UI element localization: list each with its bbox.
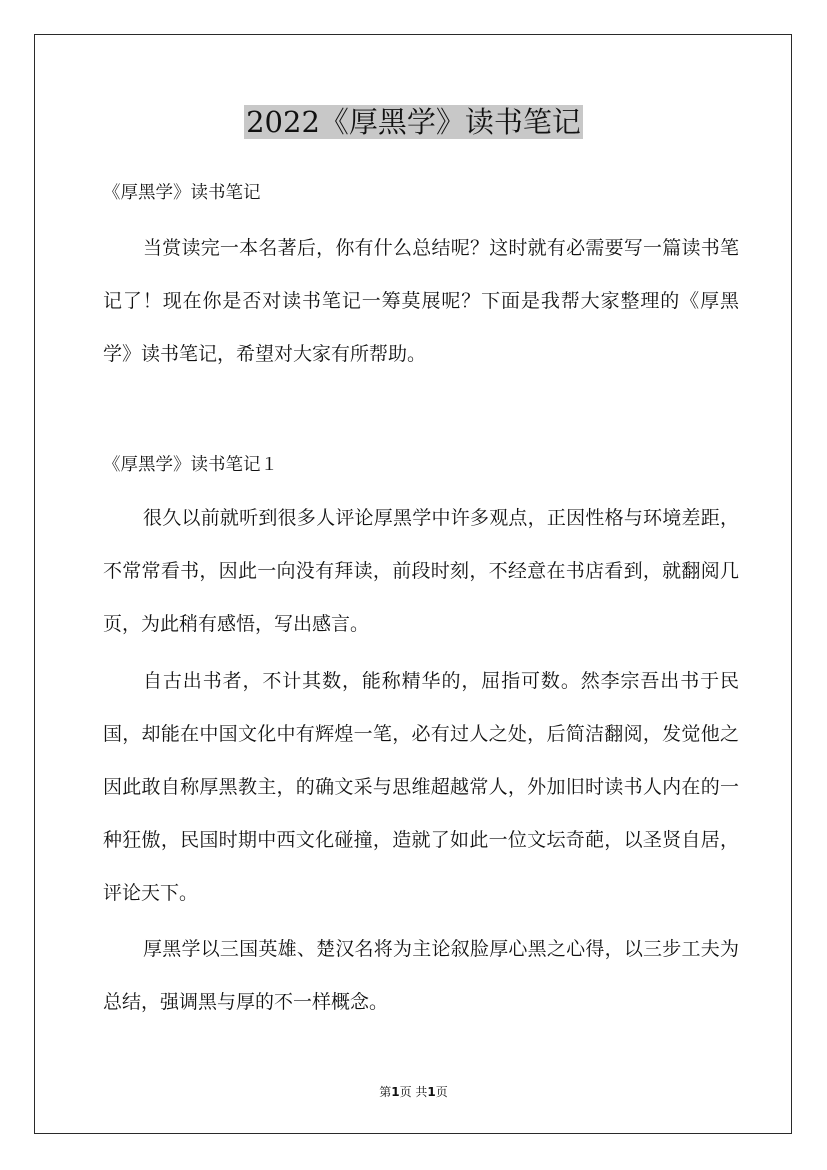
footer-suffix: 页 bbox=[435, 1085, 448, 1099]
document-subtitle: 《厚黑学》读书笔记 bbox=[103, 183, 261, 203]
page-footer bbox=[0, 1084, 827, 1100]
footer-prefix: 第 bbox=[379, 1085, 392, 1099]
body-paragraph: 厚黑学以三国英雄、楚汉名将为主论叙脸厚心黑之心得，以三步工夫为总结，强调黑与厚的不一样概念。 bbox=[103, 938, 739, 1013]
document-title-text: 2022《厚黑学》读书笔记 bbox=[246, 105, 581, 139]
footer-total-pages: 1 bbox=[427, 1085, 436, 1099]
body-paragraph: 很久以前就听到很多人评论厚黑学中许多观点，正因性格与环境差距，不常常看书，因此一向没有拜读，前段时刻，不经意在书店看到，就翻阅几页，为此稍有感悟，写出感言。 bbox=[103, 507, 739, 635]
document-title bbox=[0, 102, 827, 142]
body-paragraph: 自古出书者，不计其数，能称精华的，屈指可数。然李宗吾出书于民国，却能在中国文化中有辉煌一笔，必有过人之处，后简洁翻阅，发觉他之因此敢自称厚黑教主，的确文采与思维超越常人，外加旧时读书人内在的一种狂傲，民国时期中西文化碰撞，造就了如此一位文坛奇葩，以圣贤自居，评论天下。 bbox=[103, 670, 739, 904]
section-heading-1: 《厚黑学》读书笔记１ bbox=[103, 455, 278, 475]
footer-mid: 页 共 bbox=[399, 1085, 428, 1099]
intro-paragraph: 当赏读完一本名著后，你有什么总结呢？这时就有必需要写一篇读书笔记了！现在你是否对读书笔记一筹莫展呢？下面是我帮大家整理的《厚黑学》读书笔记，希望对大家有所帮助。 bbox=[103, 237, 739, 365]
footer-page-number: 1 bbox=[391, 1085, 400, 1099]
